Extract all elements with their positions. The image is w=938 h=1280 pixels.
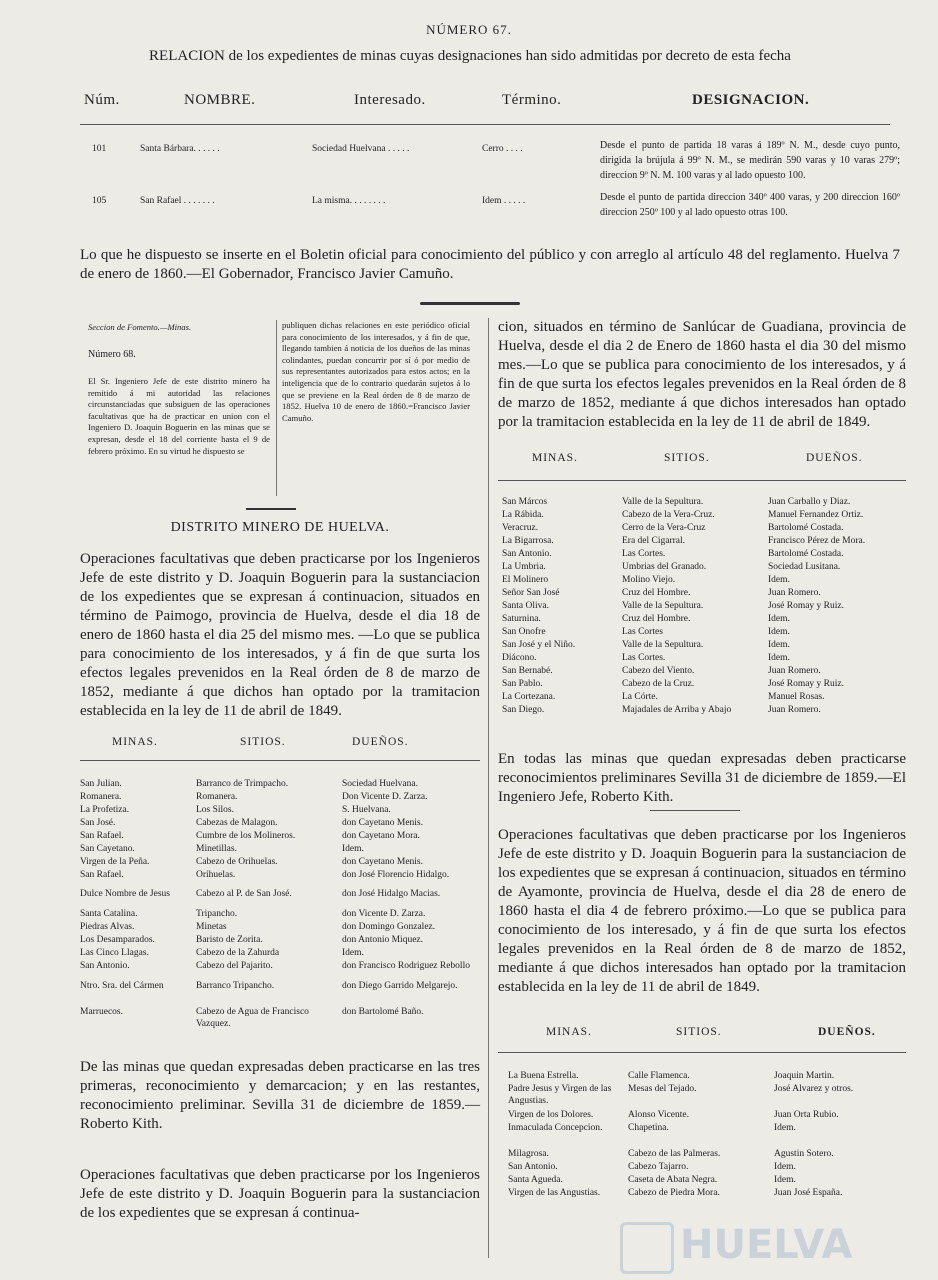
left-para-2: publiquen dichas relaciones en este periódico oficial para conocimiento de los interesados, y á fin de que, llegando tambien á noticia de los dueños de las minas colindantes, puedan concurrir por sí ó por medio de sus representantes autorizados para estos actos; en la inteligencia que de lo contrario quedarán sujetos á lo que se previene en la Real órden de 8 de marzo de 1852. Huelva 10 de enero de 1860.=Francisco Javier Camuño.	[282, 320, 470, 423]
table-row	[508, 1187, 906, 1213]
mina-cell: San Cayetano.	[80, 844, 135, 854]
mina-cell: Milagrosa.	[508, 1149, 549, 1159]
sitio-cell: Cabezo de Orihuelas.	[196, 857, 278, 867]
dueno-cell: Juan José España.	[774, 1188, 843, 1198]
left-th-minas: MINAS.	[112, 736, 158, 748]
mina-cell: San Bernabé.	[502, 666, 553, 676]
sitio-cell: Cabezo de Agua de Francisco Vazquez.	[196, 1007, 309, 1029]
sitio-cell: Mesas del Tejado.	[628, 1084, 697, 1094]
col-designacion: DESIGNACION.	[692, 92, 810, 108]
mina-cell: San Antonio.	[502, 549, 552, 559]
right-after: En todas las minas que quedan expresadas deben practicarse reconocimientos preliminares Sevilla 31 de diciembre de 1859.—El Ingeniero Jefe, Roberto Kith.	[498, 751, 906, 805]
ops-1: Operaciones facultativas que deben practicarse por los Ingenieros Jefe de este distrito y D. Joaquin Boguerin para la sustanciacion de los expedientes que se expresan á continuacion, situados en término de Paimogo, provincia de Huelva, desde el dia 18 de enero de 1860 hasta el dia 25 del mismo mes. —Lo que se publica para conocimiento de los interesados, y á fin de que surta los efectos legales prevenidos en la Real órden de 8 de marzo de 1852, mediante á que dichos han optado por la tramitacion establecida en la ley de 11 de abril de 1849.	[80, 551, 480, 719]
col-nombre: NOMBRE.	[184, 92, 256, 108]
dueno-cell: S. Huelvana.	[342, 805, 391, 815]
mina-cell: La Cortezana.	[502, 692, 556, 702]
mina-cell: Las Cinco Llagas.	[80, 948, 149, 958]
col-num: Núm.	[84, 92, 120, 108]
mina-cell: La Rábida.	[502, 510, 544, 520]
ops-2: Operaciones facultativas que deben practicarse por los Ingenieros Jefe de este distrito y D. Joaquin Boguerin para la sustanciacion de los expedientes que se expresan á continua-	[80, 1167, 480, 1221]
mina-cell: Romanera.	[80, 792, 122, 802]
table-row	[80, 843, 480, 856]
right-table-rule	[498, 480, 906, 481]
ornament-rule	[420, 302, 520, 305]
decree-text: Lo que he dispuesto se inserte en el Boletin oficial para conocimiento del público y con arreglo al artículo 48 del reglamento. Huelva 7 de enero de 1860.—El Gobernador, Francisco Javier Camuño.	[80, 247, 900, 282]
dueno-cell: Juan Orta Rubio.	[774, 1110, 839, 1120]
sitio-cell: Barranco Tripancho.	[196, 981, 275, 991]
dueno-cell: Francisco Pérez de Mora.	[768, 536, 866, 546]
mina-cell: San Onofre	[502, 627, 546, 637]
mina-cell: San Diego.	[502, 705, 545, 715]
mina-cell: Virgen de la Peña.	[80, 857, 150, 867]
dueno-cell: Idem.	[774, 1175, 796, 1185]
col-termino: Término.	[502, 92, 562, 108]
sitio-cell: Valle de la Sepultura.	[622, 497, 704, 507]
mina-cell: Diácono.	[502, 653, 537, 663]
sitio-cell: Cabezo de la Zahurda	[196, 948, 280, 958]
sitio-cell: Baristo de Zorita.	[196, 935, 263, 945]
mina-cell: La Buena Estrella.	[508, 1071, 579, 1081]
dueno-cell: don Francisco Rodriguez Rebollo	[342, 961, 470, 971]
sitio-cell: Las Cortes.	[622, 549, 666, 559]
table-row	[502, 691, 906, 704]
table-row	[80, 869, 480, 888]
dueno-cell: don Cayetano Menis.	[342, 857, 424, 867]
col-interesado: Interesado.	[354, 92, 426, 108]
right2-th-duenos: DUEÑOS.	[818, 1026, 876, 1038]
mina-cell: Saturnina.	[502, 614, 541, 624]
sitio-cell: Las Cortes.	[622, 653, 666, 663]
exp-designacion: Desde el punto de partida 18 varas á 189º N. M., desde cuyo punto, dirigida la brújula á 99º N. M., se medirán 590 varas y 10 varas 279º; direccion 9º N. M. 100 varas y al lado opuesto 100.	[600, 140, 900, 181]
dueno-cell: Manuel Rosas.	[768, 692, 825, 702]
exp-num: 101	[92, 144, 107, 154]
sitio-cell: Majadales de Arriba y Abajo	[622, 705, 732, 715]
dueno-cell: José Romay y Ruiz.	[768, 679, 844, 689]
table-row	[80, 804, 480, 817]
dueno-cell: don Diego Garrido Melgarejo.	[342, 981, 458, 991]
mina-cell: San José y el Niño.	[502, 640, 576, 650]
sitio-cell: Cerro de la Vera-Cruz	[622, 523, 706, 533]
sitio-cell: Minetillas.	[196, 844, 237, 854]
sitio-cell: Cumbre de los Molineros.	[196, 831, 296, 841]
left-th-duenos: DUEÑOS.	[352, 736, 409, 748]
table-row	[502, 626, 906, 639]
table-row	[508, 1109, 906, 1122]
exp-num: 105	[92, 196, 107, 206]
dueno-cell: Idem.	[774, 1123, 796, 1133]
dueno-cell: Bartolomé Costada.	[768, 523, 844, 533]
mina-cell: Virgen de las Angustias.	[508, 1188, 601, 1198]
dueno-cell: Joaquin Martin.	[774, 1071, 835, 1081]
right-mines-table	[502, 496, 906, 728]
dueno-cell: don José Florencio Hidalgo.	[342, 870, 450, 880]
table-row	[502, 548, 906, 561]
sitio-cell: Cabezo al P. de San José.	[196, 889, 292, 899]
sitio-cell: Barranco de Trimpacho.	[196, 779, 289, 789]
dueno-cell: don Antonio Miquez.	[342, 935, 424, 945]
table-row	[80, 791, 480, 804]
short-rule-right	[650, 810, 740, 811]
table-row	[80, 1006, 480, 1036]
dueno-cell: Don Vicente D. Zarza.	[342, 792, 428, 802]
mina-cell: San Rafael.	[80, 831, 124, 841]
dueno-cell: Sociedad Huelvana.	[342, 779, 418, 789]
right2-table-rule	[498, 1052, 906, 1053]
dueno-cell: don Cayetano Mora.	[342, 831, 420, 841]
dueno-cell: Idem.	[768, 640, 790, 650]
sitio-cell: Cabezo de la Vera-Cruz.	[622, 510, 715, 520]
dueno-cell: José Romay y Ruiz.	[768, 601, 844, 611]
mina-cell: Marruecos.	[80, 1007, 123, 1017]
mina-cell: Santa Agueda.	[508, 1175, 563, 1185]
table-row	[80, 856, 480, 869]
table-row	[502, 496, 906, 509]
right-th-duenos: DUEÑOS.	[806, 452, 863, 464]
mina-cell: Los Desamparados.	[80, 935, 155, 945]
mina-cell: Santa Catalina.	[80, 909, 138, 919]
exp-nombre: San Rafael . . . . . . .	[140, 196, 215, 206]
dueno-cell: don José Hidalgo Macias.	[342, 889, 441, 899]
dueno-cell: Idem.	[342, 948, 364, 958]
dueno-cell: Idem.	[768, 627, 790, 637]
dueno-cell: don Bartolomé Baño.	[342, 1007, 424, 1017]
sitio-cell: Las Cortes	[622, 627, 663, 637]
distrito-title: DISTRITO MINERO DE HUELVA.	[170, 520, 390, 535]
exp-termino: Idem . . . . .	[482, 196, 526, 206]
left-th-sitios: SITIOS.	[240, 736, 286, 748]
table-row	[502, 652, 906, 665]
table-row	[502, 613, 906, 626]
dueno-cell: José Alvarez y otros.	[774, 1084, 854, 1094]
mina-cell: El Molinero	[502, 575, 549, 585]
mina-cell: San Rafael.	[80, 870, 124, 880]
table-row	[502, 678, 906, 691]
mina-cell: Señor San José	[502, 588, 560, 598]
dueno-cell: Bartolomé Costada.	[768, 549, 844, 559]
dueno-cell: Juan Carballo y Diaz.	[768, 497, 851, 507]
sitio-cell: La Córte.	[622, 692, 658, 702]
exp-termino: Cerro . . . .	[482, 144, 523, 154]
dueno-cell: Agustin Sotero.	[774, 1149, 834, 1159]
sitio-cell: Cabezo Tajarro.	[628, 1162, 689, 1172]
dueno-cell: Juan Romero.	[768, 705, 821, 715]
dueno-cell: Idem.	[768, 614, 790, 624]
mina-cell: La Umbria.	[502, 562, 546, 572]
mina-cell: Virgen de los Dolores.	[508, 1110, 594, 1120]
right-mines-table-2	[508, 1070, 906, 1213]
watermark-logo-icon	[620, 1222, 674, 1274]
exp-nombre: Santa Bárbara. . . . . .	[140, 144, 220, 154]
table-row	[80, 960, 480, 980]
dueno-cell: don Cayetano Menis.	[342, 818, 424, 828]
sitio-cell: Cruz del Hombre.	[622, 614, 691, 624]
dueno-cell: don Domingo Gonzalez.	[342, 922, 436, 932]
table-row	[502, 600, 906, 613]
ops-cont: cion, situados en término de Sanlúcar de Guadiana, provincia de Huelva, desde el dia 2 de Enero de 1860 hasta el dia 30 del mismo mes.—Lo que se publica para conocimiento de los interesados, y á fin de que surta los efectos legales prevenidos en la Real órden de 8 de marzo de 1852, mediante á que dichos interesados han optado por la tramitacion establecida en la ley de 11 de abril de 1849.	[498, 319, 906, 430]
table-row	[502, 587, 906, 600]
table-row	[80, 778, 480, 791]
sitio-cell: Alonso Vicente.	[628, 1110, 689, 1120]
exp-interesado: Sociedad Huelvana . . . . .	[312, 144, 410, 154]
numero-68: Número 68.	[88, 349, 136, 360]
left-after: De las minas que quedan expresadas deben practicarse en las tres primeras, reconocimiento y demarcacion; y en las restantes, reconocimiento preliminar. Sevilla 31 de diciembre de 1859.—Roberto Kith.	[80, 1059, 480, 1132]
mina-cell: Dulce Nombre de Jesus	[80, 889, 170, 899]
sitio-cell: Minetas	[196, 922, 227, 932]
table-row	[508, 1070, 906, 1083]
mina-cell: San Julian.	[80, 779, 122, 789]
mina-cell: San Antonio.	[508, 1162, 558, 1172]
sitio-cell: Era del Cigarral.	[622, 536, 686, 546]
dueno-cell: Idem.	[774, 1162, 796, 1172]
mina-cell: Inmaculada Concepcion.	[508, 1123, 603, 1133]
short-rule	[246, 508, 296, 510]
sitio-cell: Cabezo de las Palmeras.	[628, 1149, 721, 1159]
sitio-cell: Tripancho.	[196, 909, 238, 919]
header-rule	[80, 124, 890, 125]
sitio-cell: Los Silos.	[196, 805, 235, 815]
exp-designacion: Desde el punto de partida direccion 340º 400 varas, y 200 direccion 160º direccion 250º 100 y al lado opuesto otras 100.	[600, 192, 900, 218]
right-th-sitios: SITIOS.	[664, 452, 710, 464]
table-row	[80, 908, 480, 921]
mina-cell: Piedras Alvas.	[80, 922, 135, 932]
right-th-minas: MINAS.	[532, 452, 578, 464]
table-row	[80, 888, 480, 908]
table-row	[502, 535, 906, 548]
sitio-cell: Valle de la Sepultura.	[622, 640, 704, 650]
mina-cell: Padre Jesus y Virgen de las Angustias.	[508, 1084, 612, 1106]
column-divider	[276, 320, 277, 496]
table-row	[508, 1148, 906, 1161]
left-mines-table	[80, 778, 480, 1036]
right2-th-minas: MINAS.	[546, 1026, 592, 1038]
sitio-cell: Cabezo de Piedra Mora.	[628, 1188, 720, 1198]
dueno-cell: Juan Romero.	[768, 666, 821, 676]
dueno-cell: Sociedad Lusitana.	[768, 562, 841, 572]
section-label: Seccion de Fomento.—Minas.	[88, 322, 192, 332]
sitio-cell: Calle Flamenca.	[628, 1071, 690, 1081]
table-row	[80, 921, 480, 934]
table-row	[502, 509, 906, 522]
table-row	[508, 1122, 906, 1148]
table-row	[80, 934, 480, 947]
table-row	[80, 947, 480, 960]
watermark-text: HUELVA	[680, 1222, 853, 1268]
mina-cell: Ntro. Sra. del Cármen	[80, 981, 164, 991]
sitio-cell: Valle de la Sepultura.	[622, 601, 704, 611]
dueno-cell: don Vicente D. Zarza.	[342, 909, 426, 919]
mina-cell: San Antonio.	[80, 961, 130, 971]
issue-number: NÚMERO 67.	[426, 22, 512, 37]
sitio-cell: Romanera.	[196, 792, 238, 802]
dueno-cell: Manuel Fernandez Ortiz.	[768, 510, 864, 520]
table-row	[80, 817, 480, 830]
left-table-rule	[80, 760, 480, 761]
sitio-cell: Umbrias del Granado.	[622, 562, 707, 572]
sitio-cell: Caseta de Abata Negra.	[628, 1175, 718, 1185]
table-row	[80, 830, 480, 843]
mina-cell: La Bigarrosa.	[502, 536, 554, 546]
mina-cell: La Profetiza.	[80, 805, 130, 815]
sitio-cell: Molino Viejo.	[622, 575, 676, 585]
dueno-cell: Idem.	[768, 653, 790, 663]
mina-cell: Veracruz.	[502, 523, 539, 533]
table-row	[502, 704, 906, 728]
sitio-cell: Orihuelas.	[196, 870, 236, 880]
table-row	[502, 639, 906, 652]
mina-cell: San José.	[80, 818, 116, 828]
mina-cell: San Pablo.	[502, 679, 543, 689]
relacion-title: RELACION de los expedientes de minas cuyas designaciones han sido admitidas por decreto de esta fecha	[149, 48, 791, 64]
table-row	[502, 561, 906, 574]
sitio-cell: Cabezo del Pajarito.	[196, 961, 273, 971]
sitio-cell: Chapetina.	[628, 1123, 669, 1133]
sitio-cell: Cabezas de Malagon.	[196, 818, 278, 828]
table-row	[80, 980, 480, 1006]
ops-3: Operaciones facultativas que deben practicarse por los Ingenieros Jefe de este distrito y D. Joaquin Boguerin para la sustanciacion de los expedientes que se expresan á continuacion, situados en término de Ayamonte, provincia de Huelva, desde el dia 28 de enero de 1860 hasta el dia 4 de febrero próximo.—Lo que se publica para conocimiento de los interesado, y á fin de que surta los efectos legales prevenidos en la Real órden de 8 de marzo de 1852, mediante á que dichos interesados han optado por la tramitacion establecida en la ley de 11 de abril de 1849.	[498, 827, 906, 995]
table-row	[502, 522, 906, 535]
right2-th-sitios: SITIOS.	[676, 1026, 722, 1038]
table-row	[508, 1161, 906, 1174]
mina-cell: San Márcos	[502, 497, 548, 507]
page-divider	[488, 318, 489, 1258]
dueno-cell: Juan Romero.	[768, 588, 821, 598]
table-row	[508, 1174, 906, 1187]
mina-cell: Santa Oliva.	[502, 601, 549, 611]
sitio-cell: Cabezo del Viento.	[622, 666, 695, 676]
dueno-cell: Idem.	[768, 575, 790, 585]
sitio-cell: Cabezo de la Cruz.	[622, 679, 695, 689]
exp-interesado: La misma. . . . . . . .	[312, 196, 386, 206]
table-row	[502, 574, 906, 587]
left-para-1: El Sr. Ingeniero Jefe de este distrito minero ha remitido á mi autoridad las relaciones circunstanciadas que subsiguen de las operaciones facultativas que ha de practicar en union con el Ingeniero D. Joaquin Boguerin en las minas que se expresan, desde el 18 del corriente hasta el 9 de febrero próximo. En su virtud he dispuesto se	[88, 376, 270, 456]
dueno-cell: Idem.	[342, 844, 364, 854]
sitio-cell: Cruz del Hombre.	[622, 588, 691, 598]
table-row	[502, 665, 906, 678]
table-row	[508, 1083, 906, 1109]
